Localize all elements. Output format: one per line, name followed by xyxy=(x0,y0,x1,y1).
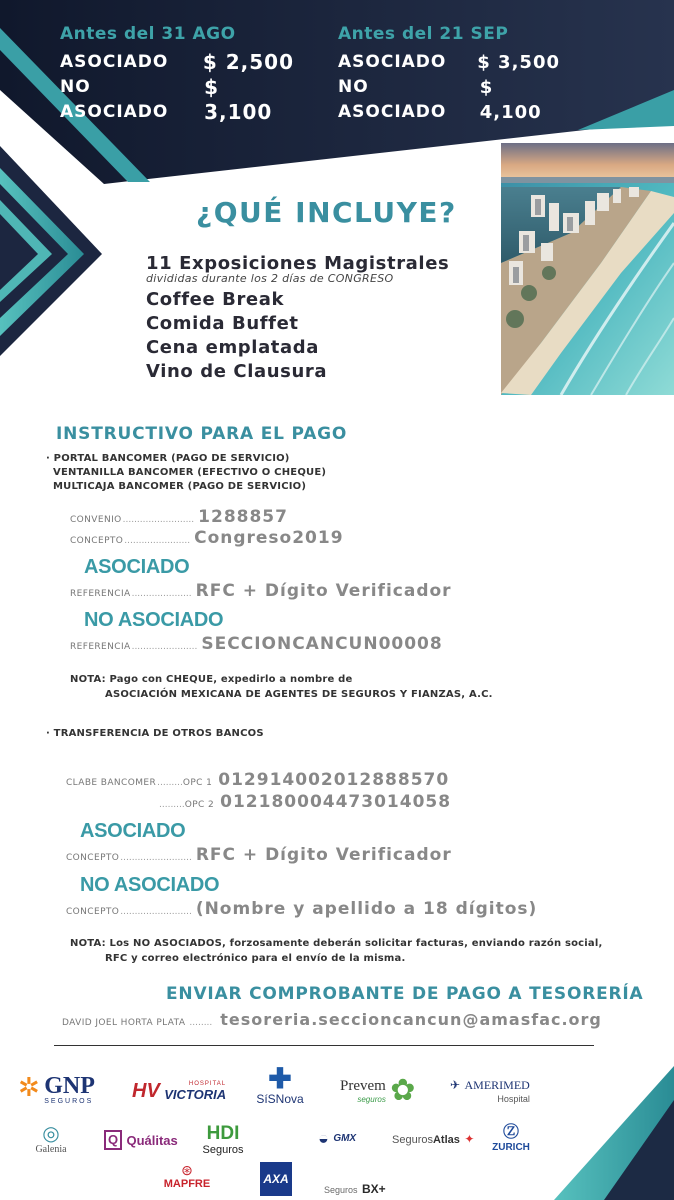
cheque-note-line: ASOCIACIÓN MEXICANA DE AGENTES DE SEGUROS Y FIANZAS, A.C. xyxy=(105,689,493,700)
early-deadline: Antes del 31 AGO xyxy=(60,24,236,44)
sponsor-axa xyxy=(260,1162,292,1196)
gnp-sub: SEGUROS xyxy=(44,1098,94,1105)
includes-list xyxy=(146,252,449,384)
victoria-name: VICTORIA xyxy=(164,1087,227,1102)
concepto-value: Congreso2019 xyxy=(194,528,344,548)
early-nonmember-price: $ 3,100 xyxy=(204,75,273,124)
treasurer-row xyxy=(62,1010,602,1029)
victoria-small: HOSPITAL xyxy=(188,1081,227,1087)
sponsor-gmx xyxy=(318,1128,356,1149)
clabe-opc2-row xyxy=(158,792,451,812)
no-asociado-referencia-row xyxy=(70,634,443,654)
dot-leader: ......... xyxy=(159,800,185,810)
cancun-beach-photo xyxy=(501,143,674,395)
sisnova-cross-icon: ✚ xyxy=(268,1063,292,1094)
transfer-asociado-concepto-value: RFC + Dígito Verificador xyxy=(195,845,452,865)
payment-instructions-title: INSTRUCTIVO PARA EL PAGO xyxy=(56,424,348,444)
late-price-block xyxy=(338,24,560,125)
transfer-asociado-concepto-row xyxy=(66,845,452,865)
late-nonmember-row xyxy=(338,75,560,125)
prevem-name: Prevem xyxy=(340,1078,386,1094)
invoice-note-line: NOTA: Los NO ASOCIADOS, forzosamente deberán solicitar facturas, enviando razón social, xyxy=(70,938,603,949)
dot-leader: ..................... xyxy=(131,589,192,599)
sponsor-amerimed xyxy=(450,1076,530,1104)
galenia-name: Galenia xyxy=(35,1144,67,1155)
early-member-label: ASOCIADO xyxy=(60,52,169,72)
sponsor-hospital-victoria xyxy=(132,1080,226,1103)
transfer-no-asociado-concepto-row xyxy=(66,899,537,919)
amerimed-eagle-icon: ✈ xyxy=(450,1078,461,1092)
mapfre-emblem-icon: ⊛ xyxy=(181,1162,193,1178)
concepto-row xyxy=(70,528,344,548)
galenia-symbol-icon: ◎ xyxy=(42,1123,60,1145)
sponsor-galenia xyxy=(24,1124,78,1155)
include-item: 11 Exposiciones Magistrales xyxy=(146,253,450,274)
sponsor-seguros-atlas xyxy=(392,1130,474,1148)
method-item: VENTANILLA BANCOMER (EFECTIVO O CHEQUE) xyxy=(53,467,327,478)
opc2-label: OPC 2 xyxy=(184,800,215,810)
concepto-label: CONCEPTO xyxy=(70,536,124,546)
mapfre-name: MAPFRE xyxy=(163,1178,211,1190)
convenio-label: CONVENIO xyxy=(70,515,122,525)
axa-name: AXA xyxy=(263,1172,289,1186)
include-item: Vino de Clausura xyxy=(146,361,328,382)
no-asociado-tag: NO ASOCIADO xyxy=(84,609,224,631)
opc2-value: 012180004473014058 xyxy=(220,792,452,812)
transfer-no-asociado-concepto-value: (Nombre y apellido a 18 dígitos) xyxy=(195,899,538,919)
sponsor-zurich xyxy=(488,1124,534,1153)
sponsor-gnp xyxy=(18,1074,95,1105)
zurich-name: ZURICH xyxy=(492,1142,530,1153)
concepto-label: CONCEPTO xyxy=(66,907,120,917)
dot-leader: ......................... xyxy=(120,853,192,863)
asociado-referencia-value: RFC + Dígito Verificador xyxy=(195,581,452,601)
early-member-price: $ 2,500 xyxy=(202,50,294,74)
transfer-title: · TRANSFERENCIA DE OTROS BANCOS xyxy=(46,728,264,739)
amerimed-sub: Hospital xyxy=(497,1094,530,1104)
transfer-asociado-tag: ASOCIADO xyxy=(80,820,186,842)
late-deadline: Antes del 21 SEP xyxy=(338,24,509,44)
cheque-note xyxy=(70,672,493,702)
late-member-label: ASOCIADO xyxy=(338,52,447,72)
bx-prefix: Seguros xyxy=(324,1185,358,1195)
hdi-name: HDI xyxy=(206,1123,240,1144)
send-proof-title: ENVIAR COMPROBANTE DE PAGO A TESORERÍA xyxy=(166,984,644,1004)
bx-name: BX+ xyxy=(361,1182,386,1196)
convenio-row xyxy=(70,507,288,527)
prevem-flower-icon: ✿ xyxy=(390,1074,416,1107)
method-item: · PORTAL BANCOMER (PAGO DE SERVICIO) xyxy=(46,453,290,464)
sponsor-mapfre xyxy=(158,1162,216,1190)
include-item: Comida Buffet xyxy=(146,313,299,334)
opc1-value: 012914002012888570 xyxy=(218,770,450,790)
invoice-note-line: RFC y correo electrónico para el envío de la misma. xyxy=(105,953,406,964)
prevem-sub: seguros xyxy=(357,1095,386,1104)
gmx-name: GMX xyxy=(333,1133,357,1144)
qualitas-q-icon: Q xyxy=(104,1130,122,1150)
dot-leader: ....................... xyxy=(131,642,198,652)
qualitas-name: Quálitas xyxy=(126,1132,178,1148)
hdi-sub: Seguros xyxy=(202,1144,244,1156)
bancomer-methods xyxy=(46,452,326,494)
hv-monogram-icon: HV xyxy=(132,1080,160,1102)
late-nonmember-price: $ 4,100 xyxy=(479,77,542,123)
include-item-subtitle: divididas durante los 2 días de CONGRESO xyxy=(146,272,394,285)
late-member-row xyxy=(338,50,560,75)
sponsor-prevem xyxy=(340,1076,415,1106)
dot-leader: ......................... xyxy=(120,907,192,917)
atlas-name: Atlas xyxy=(432,1134,460,1146)
early-member-row xyxy=(60,50,294,75)
sponsor-bx xyxy=(324,1180,386,1198)
early-price-block xyxy=(60,24,294,125)
dot-leader: ....................... xyxy=(124,536,191,546)
early-nonmember-label: NO ASOCIADO xyxy=(60,77,169,122)
convenio-value: 1288857 xyxy=(198,507,288,527)
sponsor-hdi xyxy=(200,1124,246,1156)
treasurer-name: DAVID JOEL HORTA PLATA xyxy=(62,1018,186,1028)
include-item: Cena emplatada xyxy=(146,337,319,358)
asociado-referencia-row xyxy=(70,581,452,601)
atlas-star-icon: ✦ xyxy=(464,1132,475,1146)
referencia-label: REFERENCIA xyxy=(70,589,131,599)
concepto-label: CONCEPTO xyxy=(66,853,120,863)
late-member-price: $ 3,500 xyxy=(477,52,560,73)
clabe-label: CLABE BANCOMER xyxy=(66,778,157,788)
dot-leader: ......... xyxy=(157,778,183,788)
no-asociado-referencia-value: SECCIONCANCUN00008 xyxy=(201,634,443,654)
referencia-label: REFERENCIA xyxy=(70,642,131,652)
asociado-tag: ASOCIADO xyxy=(84,556,190,578)
cheque-note-line: NOTA: Pago con CHEQUE, expedirlo a nombre de xyxy=(70,674,353,685)
opc1-label: OPC 1 xyxy=(182,778,213,788)
early-nonmember-row xyxy=(60,75,294,125)
sponsor-qualitas xyxy=(104,1130,178,1150)
includes-title: ¿QUÉ INCLUYE? xyxy=(196,196,457,229)
sisnova-name: SíSNova xyxy=(256,1092,304,1106)
amerimed-name: AMERIMED xyxy=(464,1078,530,1092)
treasurer-email: tesoreria.seccioncancun@amasfac.org xyxy=(220,1010,602,1029)
dot-leader: ........ xyxy=(189,1018,213,1028)
atlas-prefix: Seguros xyxy=(392,1134,433,1146)
transfer-no-asociado-tag: NO ASOCIADO xyxy=(80,874,220,896)
include-item: Coffee Break xyxy=(146,289,285,310)
clabe-opc1-row xyxy=(66,770,449,790)
sponsor-sisnova xyxy=(250,1063,310,1106)
gnp-name: GNP xyxy=(44,1073,95,1099)
late-nonmember-label: NO ASOCIADO xyxy=(338,77,447,122)
method-item: MULTICAJA BANCOMER (PAGO DE SERVICIO) xyxy=(53,481,307,492)
invoice-note xyxy=(70,936,603,966)
dot-leader: ......................... xyxy=(122,515,195,525)
gmx-swoosh-icon: ◒ xyxy=(318,1128,329,1148)
zurich-z-icon: Ⓩ xyxy=(502,1124,519,1141)
gnp-star-icon: ✲ xyxy=(18,1072,40,1102)
divider xyxy=(54,1045,594,1046)
